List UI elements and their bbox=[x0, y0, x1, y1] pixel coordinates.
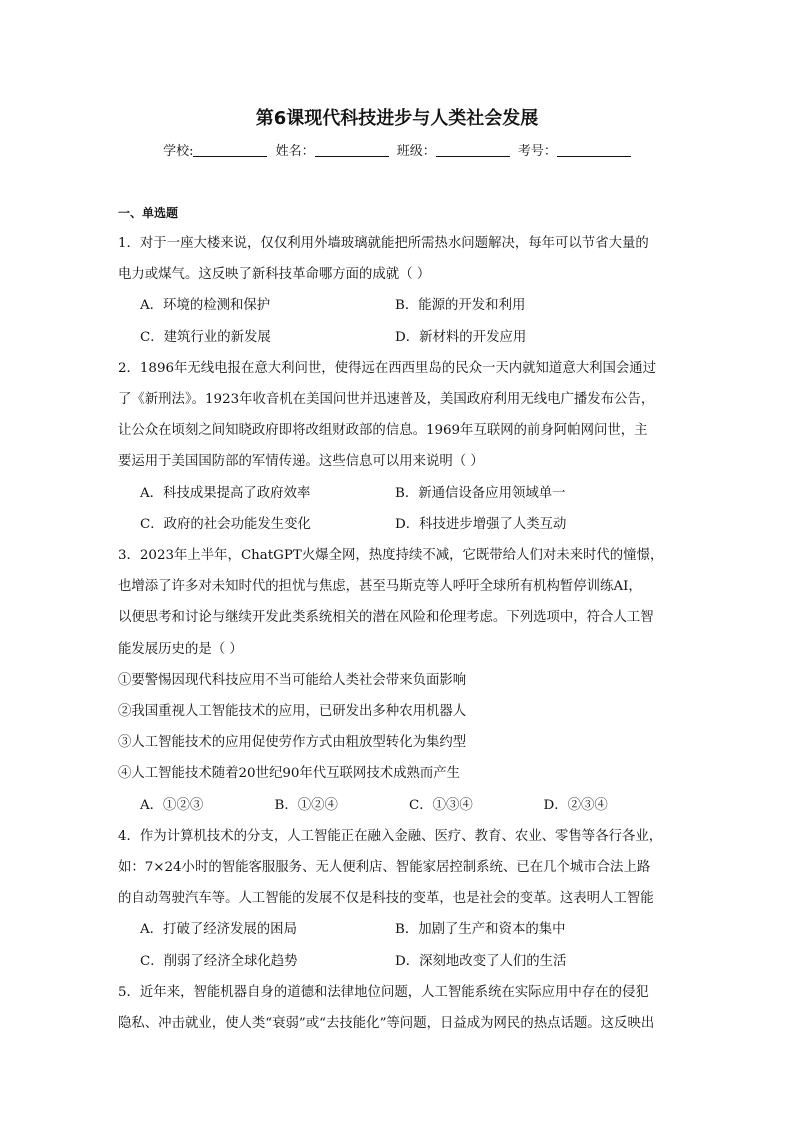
question-1 bbox=[118, 228, 678, 353]
options-row bbox=[118, 914, 678, 945]
question-4 bbox=[118, 821, 678, 977]
name-label: 姓名： bbox=[275, 144, 315, 159]
question-5 bbox=[118, 977, 678, 1039]
option-b[interactable]: B．①②④ bbox=[274, 797, 338, 813]
option-c[interactable]: C．建筑行业的新发展 bbox=[140, 329, 271, 345]
option-c[interactable]: C．政府的社会功能发生变化 bbox=[140, 516, 311, 532]
option-d[interactable]: D．②③④ bbox=[543, 797, 608, 813]
option-b[interactable]: B．能源的开发和利用 bbox=[395, 298, 526, 314]
class-blank[interactable] bbox=[436, 144, 510, 157]
question-line: 让公众在顷刻之间知晓政府即将改组财政部的信息。1969年互联网的前身阿帕网问世，主 bbox=[118, 423, 648, 439]
question-line: 3．2023年上半年，ChatGPT火爆全网，热度持续不减，它既带给人们对未来时代的憧憬， bbox=[118, 548, 664, 564]
question-line: 也增添了许多对未知时代的担忧与焦虑，甚至马斯克等人呼吁全球所有机构暂停训练AI， bbox=[118, 579, 642, 595]
option-c[interactable]: C．①③④ bbox=[409, 797, 473, 813]
statement-4: ④人工智能技术随着20世纪90年代互联网技术成熟而产生 bbox=[118, 766, 461, 782]
options-row bbox=[118, 478, 678, 509]
class-label: 班级： bbox=[396, 144, 436, 159]
school-label: 学校: bbox=[163, 144, 194, 159]
question-content bbox=[118, 200, 678, 1039]
student-info-line bbox=[0, 140, 794, 159]
question-line: 能发展历史的是（ ） bbox=[118, 641, 243, 657]
option-d[interactable]: D．新材料的开发应用 bbox=[395, 329, 527, 345]
options-row bbox=[118, 322, 678, 353]
question-line: 1．对于一座大楼来说，仅仅利用外墙玻璃就能把所需热水问题解决，每年可以节省大量的 bbox=[118, 236, 649, 251]
question-line: 电力或煤气。这反映了新科技革命哪方面的成就（ ） bbox=[118, 267, 431, 283]
name-blank[interactable] bbox=[315, 144, 389, 157]
option-a[interactable]: A．科技成果提高了政府效率 bbox=[140, 485, 311, 501]
question-line: 2．1896年无线电报在意大利问世，使得远在西西里岛的民众一天内就知道意大利国会通过 bbox=[118, 360, 657, 376]
question-line: 要运用于美国国防部的军情传递。这些信息可以用来说明（ ） bbox=[118, 454, 484, 470]
question-2 bbox=[118, 353, 678, 540]
option-c[interactable]: C．削弱了经济全球化趋势 bbox=[140, 953, 298, 969]
statement-1: ①要警惕因现代科技应用不当可能给人类社会带来负面影响 bbox=[118, 672, 467, 688]
question-line: 的自动驾驶汽车等。人工智能的发展不仅是科技的变革，也是社会的变革。这表明人工智能 bbox=[118, 891, 654, 907]
question-line: 隐私、冲击就业，使人类“衰弱”或“去技能化”等问题，日益成为网民的热点话题。这反映出 bbox=[118, 1016, 655, 1032]
options-row bbox=[118, 790, 678, 821]
options-row bbox=[118, 509, 678, 540]
question-line: 如：7×24小时的智能客服服务、无人便利店、智能家居控制系统、已在几个城市合法上路 bbox=[118, 860, 651, 876]
school-blank[interactable] bbox=[193, 144, 267, 157]
question-line: 以便思考和讨论与继续开发此类系统相关的潜在风险和伦理考虑。下列选项中，符合人工智 bbox=[118, 610, 654, 626]
option-b[interactable]: B．加剧了生产和资本的集中 bbox=[395, 922, 566, 938]
options-row bbox=[118, 290, 678, 321]
statement-2: ②我国重视人工智能技术的应用，已研发出多种农用机器人 bbox=[118, 704, 467, 720]
question-3 bbox=[118, 540, 678, 821]
statement-3: ③人工智能技术的应用促使劳作方式由粗放型转化为集约型 bbox=[118, 735, 467, 751]
id-blank[interactable] bbox=[557, 144, 631, 157]
section-heading: 一、单选题 bbox=[118, 206, 179, 220]
option-a[interactable]: A．打破了经济发展的困局 bbox=[140, 922, 297, 938]
option-b[interactable]: B．新通信设备应用领域单一 bbox=[395, 485, 566, 501]
question-line: 5．近年来，智能机器自身的道德和法律地位问题，人工智能系统在实际应用中存在的侵犯 bbox=[118, 984, 649, 1000]
question-line: 了《新刑法》。1923年收音机在美国问世并迅速普及，美国政府利用无线电广播发布公告， bbox=[118, 392, 655, 408]
question-line: 4．作为计算机技术的分支，人工智能正在融入金融、医疗、教育、农业、零售等各行各业， bbox=[118, 828, 663, 844]
option-a[interactable]: A．①②③ bbox=[140, 797, 204, 813]
option-a[interactable]: A．环境的检测和保护 bbox=[140, 298, 271, 314]
page-title: 第6课现代科技进步与人类社会发展 bbox=[255, 108, 539, 129]
option-d[interactable]: D．深刻地改变了人们的生活 bbox=[395, 953, 567, 969]
option-d[interactable]: D．科技进步增强了人类互动 bbox=[395, 516, 567, 532]
id-label: 考号： bbox=[517, 144, 557, 159]
options-row bbox=[118, 946, 678, 977]
